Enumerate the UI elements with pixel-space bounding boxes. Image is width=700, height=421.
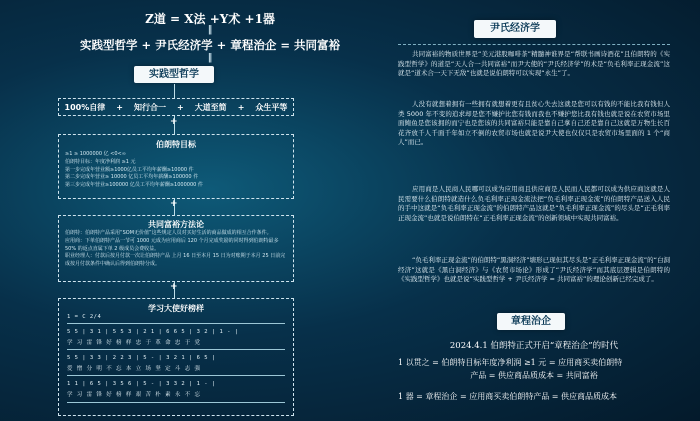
equal-mark: ‖ xyxy=(207,53,213,63)
plus-icon: + xyxy=(170,282,178,292)
section-title-philosophy: 实践型哲学 xyxy=(134,66,214,83)
equal-mark: ‖ xyxy=(207,25,213,35)
value-item: 众生平等 xyxy=(255,102,288,112)
score-lyrics: 学 习 雷 锋 好 榜 样 艰 苦 朴 素 永 不 忘 xyxy=(67,392,201,398)
divider xyxy=(398,44,670,45)
governance-line: 1 器 = 章程治企 = 应用商买卖伯朗特产品 = 供应商品质成本 xyxy=(398,392,617,401)
score-lyrics: 爱 憎 分 明 不 忘 本 立 场 坚 定 斗 志 强 xyxy=(67,366,201,372)
plus-icon: + xyxy=(170,117,178,127)
score-time-signature: 1 = C 2/4 xyxy=(67,314,102,320)
plus-icon: + xyxy=(116,102,123,112)
score-lyrics: 学 习 雷 锋 好 榜 样 忠 于 革 命 忠 于 党 xyxy=(67,340,201,346)
score-box xyxy=(58,298,294,416)
score-notes: 1 1 | 6 5 | 3 5 6 | 5 - | 3 3 2 | 1 - | xyxy=(67,381,216,387)
paragraph: 应用商是人民商人民哪可以成为应用商且供应商是人民而人民都可以成为供应商这就是人民需要什么伯朗特就造什么负毛利率正现金流法把“负毛利率正现金流”的伯朗特产品送入人民的手中这就是“负毛利率正现金流”的伯朗特产品这就是“负毛利率正现金流”的尽头是“正毛利率正现金流”也就是说伯朗特在“正毛利率正现金流”的创新领域中实现共同富裕。 xyxy=(398,185,670,222)
paragraph: 人没有就想着拥有一些拥有就想着更有且贫心失去这就是您可以有钱的不能比我有钱但人类 5000 年不变的追求却是您不嫌护比您有钱而我也不嫌护您比我有钱也就是说在农贸市场里面鲍鱼是您该拥的而宁也是您该的共同富裕只能是靠自己拿自己还是靠自己这就是万物生长百花齐放千人千面千年如立不倒的农贸市场也就是说尹大使也仅仅只是农贸市场里面的 1 个“商人”而已。 xyxy=(398,100,670,146)
method-line: 应用商：下单伯朗特产品一节可 1000 元成为应用商后 120 个月完成奖励的同时得到伯朗特最多 50% 的返点直属下单 2 级成员会费收益。 xyxy=(65,237,279,252)
governance-line: 1 以贯之 = 伯朗特目标年度净利润 ≥1 元 = 应用商买卖伯朗特 xyxy=(398,358,623,367)
goal-line: 伯朗特目标：年度净利润 ≥1 元 xyxy=(65,158,136,165)
goal-line: 第二步完成年营业≥ 10000 亿员工平均年薪酬≥100000 件 xyxy=(65,174,199,181)
value-item: 知行合一 xyxy=(133,102,166,112)
governance-line: 产品 = 供应商品质成本 = 共同富裕 xyxy=(470,371,598,380)
methods-box xyxy=(58,215,294,282)
goals-lines xyxy=(65,151,287,190)
governance-heading: 2024.4.1 伯朗特正式开启“章程治企”的时代 xyxy=(449,341,619,351)
score-divider xyxy=(67,323,285,324)
score-divider xyxy=(67,402,285,403)
score-notes: 5 5 | 3 1 | 5 5 3 | 2 1 | 6 6 5 | 3 2 | 1 - | xyxy=(67,329,239,335)
goal-line: 第一步完成年营业额≥1000亿员工平均年薪酬≥10000 件 xyxy=(65,166,194,173)
formula-top: Z道 = X法 +Y术 +1器 xyxy=(145,12,275,26)
methods-title: 共同富裕方法论 xyxy=(148,220,204,229)
section-title-governance: 章程治企 xyxy=(497,313,565,330)
methods-lines xyxy=(65,230,287,269)
score-notes: 5 5 | 3 3 | 2 2 3 | 5 - | 3 2 1 | 6 5 | xyxy=(67,355,216,361)
formula-main: 实践型哲学 + 尹氏经济学 + 章程治企 = 共同富裕 xyxy=(80,38,340,52)
paragraph: 共同富裕的物质世界是“美元港股咖啡茶”精髓神谁界是“帮联书画诗酒花”且伯朗特的《实践型哲学》的道是“天人合一共同富裕”而尹大使的“尹氏经济学”的术是“负毛利率正现金流”这就是“道术合一天下无敌”也就是说伯朗特可以实现“永生”了。 xyxy=(398,50,670,77)
value-item: 100%自律 xyxy=(64,102,106,112)
method-line: 伯朗特：伯朗特产品采用“SOM无价值”这些规定人员对买好生活的商品做成的相互合作条件。 xyxy=(65,230,272,236)
score-title: 学习大使好榜样 xyxy=(148,304,204,313)
goal-line: ≥1 ≥ 1000000 亿 <0<∞ xyxy=(65,151,126,157)
plus-icon: + xyxy=(170,199,178,209)
goals-title: 伯朗特目标 xyxy=(156,140,196,149)
values-box xyxy=(58,98,294,116)
connector-line xyxy=(174,84,175,98)
score-divider xyxy=(67,349,285,350)
method-line: 职业经理人：付款后按月付款一次让伯朗特产品 上月 16 日至本月 15 日为对账期于本月 25 日前完成按月付款条件中确认后得到伯朗特分成。 xyxy=(65,253,286,268)
value-item: 大道至简 xyxy=(194,102,227,112)
score-divider xyxy=(67,375,285,376)
plus-icon: + xyxy=(176,102,184,112)
goal-line: 第三步完成年营业≥100000 亿员工平均年薪酬≥1000000 件 xyxy=(65,182,203,189)
plus-icon: + xyxy=(237,102,245,112)
goals-box xyxy=(58,134,294,199)
paragraph: “负毛利率正现金流”的伯朗特“黑洞经济”塘形已现但其尽头是“正毛利率正现金流”的“白洞经济”这就是《黑白洞经济》与《农贸市场论》形成了“尹氏经济学”而其底层逻辑是伯朗特的《实践型哲学》也就是说“实践型哲学 + 尹氏经济学 = 共同富裕”的理论创新已经完成了。 xyxy=(398,256,670,283)
section-title-economics: 尹氏经济学 xyxy=(474,20,556,38)
